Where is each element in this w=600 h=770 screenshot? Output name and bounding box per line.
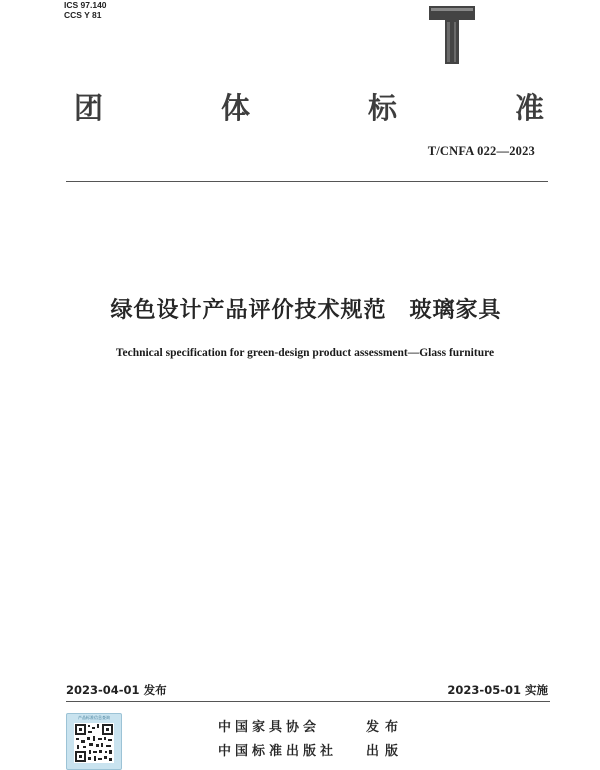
qr-code-sticker[interactable] — [66, 713, 122, 770]
issue-date: 2023-04-01 发布 — [66, 683, 167, 697]
footer-divider — [66, 701, 550, 702]
publisher-role: 发布 — [366, 720, 405, 735]
classification-codes — [64, 0, 107, 20]
publishers-block — [218, 716, 404, 764]
standard-type-heading — [74, 84, 544, 128]
header-divider — [66, 181, 548, 182]
publisher-role: 出版 — [366, 744, 405, 759]
t-standard-logo-icon — [429, 6, 475, 64]
standard-type-char: 标 — [367, 90, 397, 125]
publisher-row — [218, 716, 404, 740]
standard-type-char: 团 — [74, 90, 104, 125]
implementation-date: 2023-05-01 实施 — [447, 683, 548, 697]
ccs-code: CCS Y 81 — [64, 10, 102, 20]
ics-code: ICS 97.140 — [64, 0, 107, 10]
sticker-label: 产品标准信息查询 — [78, 715, 110, 720]
title-chinese: 绿色设计产品评价技术规范 玻璃家具 — [110, 298, 502, 323]
publisher-row — [218, 740, 404, 764]
qr-code-icon — [74, 723, 114, 763]
title-english: Technical specification for green-design product assessment—Glass furniture — [115, 347, 495, 359]
standard-type-char: 体 — [220, 90, 250, 125]
standard-type-char: 准 — [514, 90, 544, 125]
standard-number: T/CNFA 022—2023 — [427, 144, 535, 158]
publisher-name: 中国标准出版社 — [218, 744, 338, 759]
publisher-name: 中国家具协会 — [218, 720, 321, 735]
